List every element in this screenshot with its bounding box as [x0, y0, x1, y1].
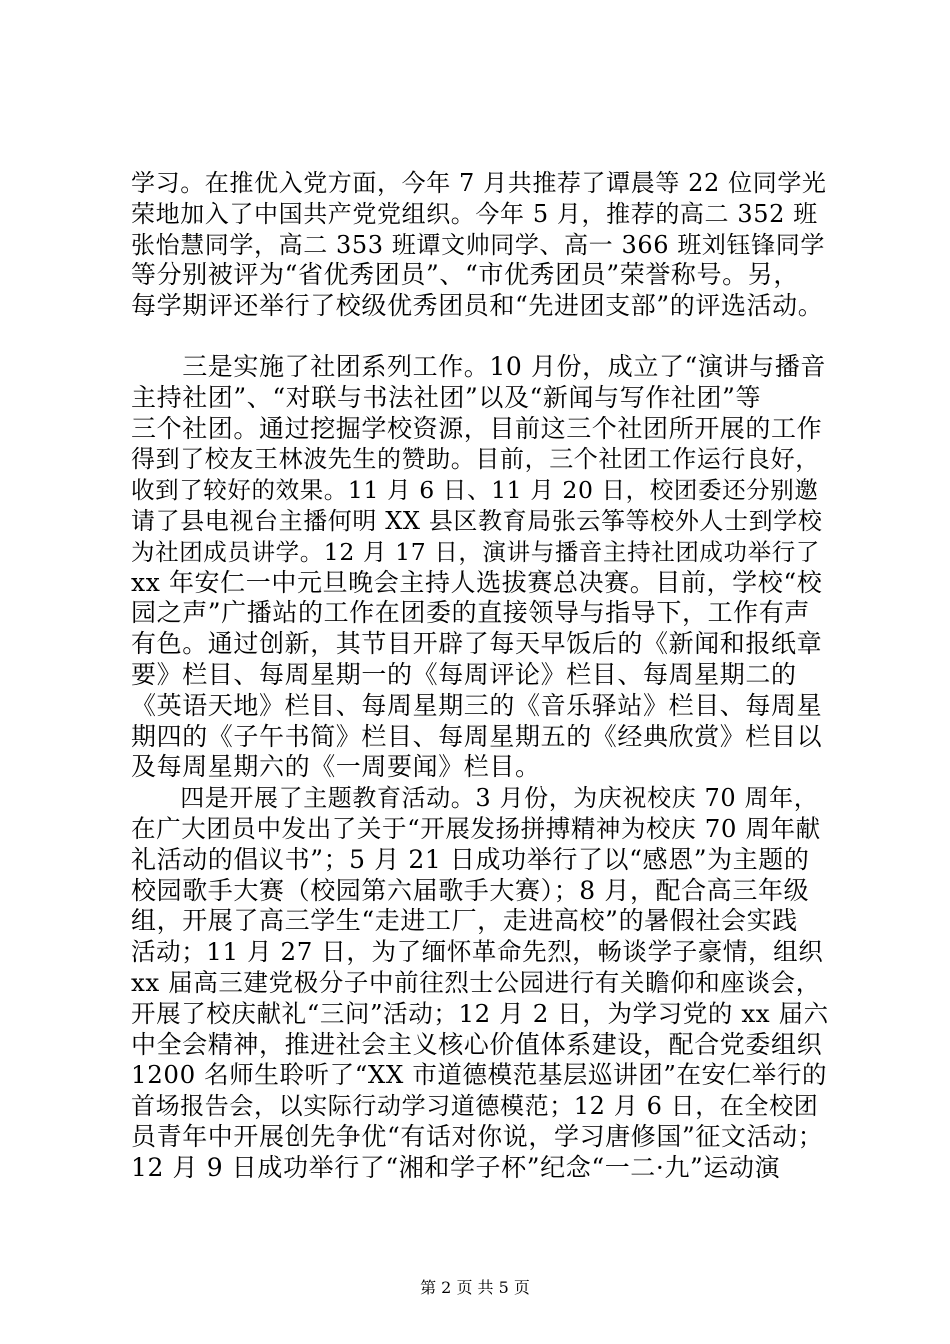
text-line: 主持社团”、“对联与书法社团”以及“新闻与写作社团”等 [131, 382, 762, 412]
paragraph-club-work [131, 352, 831, 783]
text-line: 开展了校庆献礼“三问”活动；12 月 2 日，为学习党的 xx 届六 [131, 998, 829, 1028]
text-line: 等分别被评为“省优秀团员”、“市优秀团员”荣誉称号。另， [131, 260, 799, 290]
text-line: 有色。通过创新，其节目开辟了每天早饭后的《新闻和报纸章 [131, 629, 823, 659]
text-line: 礼活动的倡议书”；5 月 21 日成功举行了以“感恩”为主题的 [131, 844, 810, 874]
text-line: 要》栏目、每周星期一的《每周评论》栏目、每周星期二的 [131, 659, 797, 689]
text-line: 每学期评还举行了校级优秀团员和“先进团支部”的评选活动。 [131, 291, 824, 321]
text-line: 在广大团员中发出了关于“开展发扬拼搏精神为校庆 70 周年献 [131, 813, 821, 843]
text-line: 活动；11 月 27 日，为了缅怀革命先烈，畅谈学子豪情，组织 [131, 937, 824, 967]
text-line: 为社团成员讲学。12 月 17 日，演讲与播音主持社团成功举行了 [131, 537, 820, 566]
text-line: 三个社团。通过挖掘学校资源，目前这三个社团所开展的工作 [131, 413, 823, 443]
text-line: 期四的《子午书简》栏目、每周星期五的《经典欣赏》栏目以 [131, 721, 823, 751]
text-line: 张怡慧同学，高二 353 班谭文帅同学、高一 366 班刘钰锋同学 [131, 230, 825, 259]
text-line: 《英语天地》栏目、每周星期三的《音乐驿站》栏目、每周星 [131, 690, 823, 720]
paragraph-spacer [131, 322, 831, 352]
document-body [131, 168, 831, 1184]
text-line: 12 月 9 日成功举行了“湘和学子杯”纪念“一二·九”运动演 [131, 1152, 781, 1182]
text-line: 1200 名师生聆听了“XX 市道德模范基层巡讲团”在安仁举行的 [131, 1060, 828, 1090]
text-line: 中全会精神，推进社会主义核心价值体系建设，配合党委组织 [131, 1029, 823, 1059]
text-line: 员青年中开展创先争优“有话对你说，学习唐修国”征文活动； [131, 1121, 824, 1151]
paragraph-recommend-party [131, 168, 831, 322]
text-line: xx 年安仁一中元旦晚会主持人选拔赛总决赛。目前，学校“校 [131, 567, 823, 597]
text-line: 校园歌手大赛（校园第六届歌手大赛）；8 月，配合高三年级 [131, 875, 810, 905]
text-line: 荣地加入了中国共产党党组织。今年 5 月，推荐的高二 352 班 [131, 199, 818, 228]
text-line: 首场报告会，以实际行动学习道德模范；12 月 6 日，在全校团 [131, 1092, 819, 1121]
page-number-footer: 第 2 页 共 5 页 [420, 1278, 530, 1297]
text-line: 四是开展了主题教育活动。3 月份，为庆祝校庆 70 周年， [131, 784, 819, 813]
text-line: 学习。在推优入党方面，今年 7 月共推荐了谭晨等 22 位同学光 [131, 169, 827, 197]
text-line: 园之声”广播站的工作在团委的直接领导与指导下，工作有声 [131, 598, 810, 628]
paragraph-theme-education [131, 783, 831, 1183]
text-line: 请了县电视台主播何明 XX 县区教育局张云筝等校外人士到学校 [131, 506, 823, 535]
text-line: 组，开展了高三学生“走进工厂，走进高校”的暑假社会实践 [131, 906, 798, 936]
text-line: 收到了较好的效果。11 月 6 日、11 月 20 日，校团委还分别邀 [131, 476, 819, 505]
text-line: xx 届高三建党极分子中前往烈士公园进行有关瞻仰和座谈会， [131, 967, 821, 997]
text-line: 得到了校友王林波先生的赞助。目前，三个社团工作运行良好， [131, 445, 820, 474]
text-line: 及每周星期六的《一周要闻》栏目。 [131, 752, 541, 782]
text-line: 三是实施了社团系列工作。10 月份，成立了“演讲与播音 [131, 351, 826, 381]
